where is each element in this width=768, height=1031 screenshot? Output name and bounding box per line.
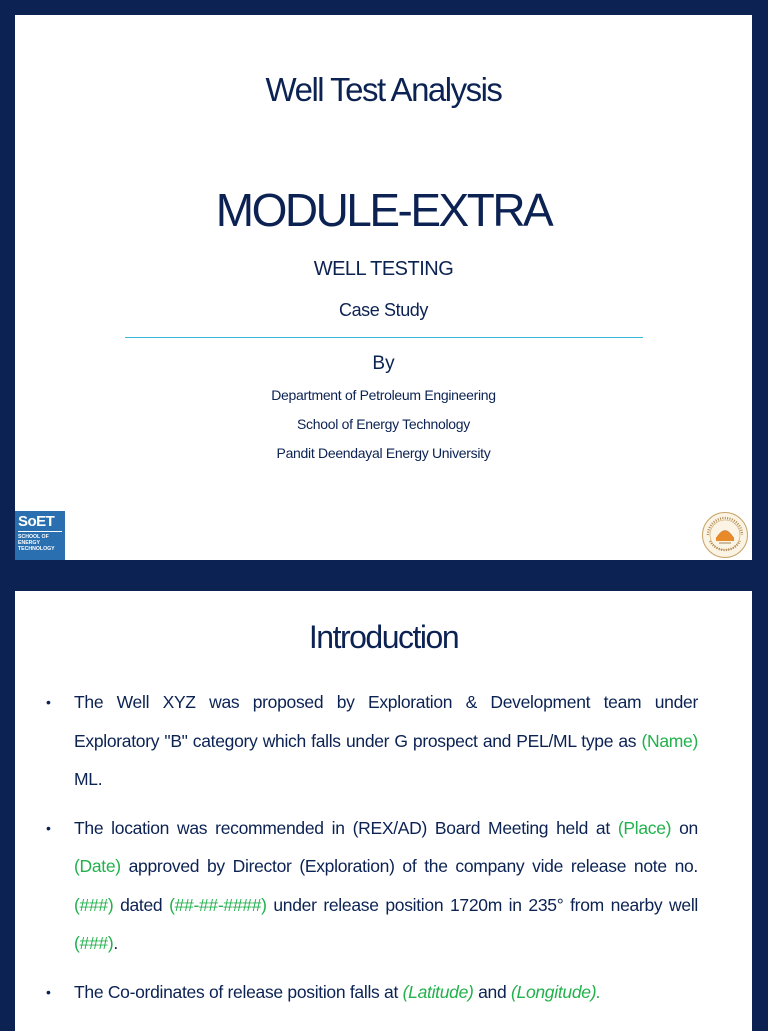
bullet-text: dated: [113, 894, 170, 915]
placeholder-date: (Date): [74, 856, 121, 876]
bullet-list: [74, 683, 698, 1021]
bullet-item: [74, 973, 698, 1012]
placeholder-place: (Place): [617, 817, 672, 838]
module-heading: MODULE-EXTRA: [215, 184, 552, 236]
university-seal-logo: [701, 511, 749, 559]
school-name: School of Energy Technology: [297, 416, 470, 432]
soet-logo-bar: [18, 531, 62, 532]
placeholder-release-note: (###): [74, 894, 114, 915]
bullet-text: on: [671, 817, 698, 838]
bullet-item: [74, 683, 698, 799]
placeholder-latitude: (Latitude): [402, 981, 474, 1002]
bullet-item: [74, 809, 698, 963]
divider-line: [125, 337, 643, 338]
placeholder-nearby-well: (###): [74, 933, 114, 953]
bullet-text: The Well XYZ was proposed by Exploration & Development team under Exploratory "B" category which falls under G prospect and PEL/ML type as: [74, 692, 698, 751]
placeholder-longitude: (Longitude).: [510, 981, 601, 1002]
bullet-text: under release position 1720m in 235° from nearby well: [266, 894, 698, 915]
bullet-text: approved by Director (Exploration) of the company vide release note no.: [120, 856, 698, 876]
case-study-label: Case Study: [338, 300, 429, 320]
course-title: Well Test Analysis: [265, 71, 502, 108]
university-name: Pandit Deendayal Energy University: [276, 445, 491, 461]
soet-logo: [15, 511, 65, 560]
bullet-text: ML.: [74, 769, 103, 789]
bullet-text: .: [113, 933, 118, 953]
title-slide: [15, 15, 752, 560]
bullet-text: and: [473, 981, 511, 1002]
department-name: Department of Petroleum Engineering: [271, 387, 496, 403]
bullet-text: The Co-ordinates of release position falls at: [74, 981, 403, 1002]
soet-logo-line: TECHNOLOGY: [18, 546, 55, 552]
introduction-slide: [15, 591, 752, 1031]
placeholder-name: (Name): [641, 730, 698, 751]
soet-logo-line: SCHOOL OF: [18, 534, 49, 540]
soet-logo-line: ENERGY: [18, 540, 40, 546]
slide-title: Introduction: [308, 619, 459, 655]
by-label: By: [372, 353, 395, 374]
module-subtitle: WELL TESTING: [313, 258, 454, 280]
soet-logo-abbr: SoET: [18, 513, 55, 530]
placeholder-release-date: (##-##-####): [169, 894, 267, 915]
bullet-text: The location was recommended in (REX/AD) Board Meeting held at: [74, 817, 618, 838]
